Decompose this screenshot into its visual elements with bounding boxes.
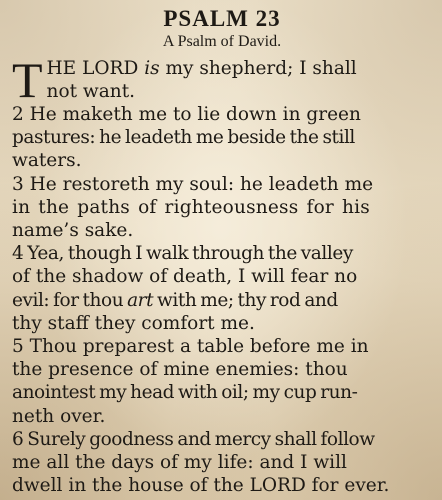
verse-line: me all the days of my life: and I will [12, 452, 347, 474]
verse-line: 2 He maketh me to lie down in green [12, 104, 361, 125]
verse-5 [12, 335, 432, 428]
verse-line: 3 He restoreth my soul: he leadeth me [12, 173, 374, 195]
verse-line: neth over. [12, 405, 106, 427]
verse-line: evil: for thou art with me; thy rod and [12, 289, 338, 311]
verse-line: not want. [46, 81, 136, 102]
drop-cap: T [12, 52, 43, 108]
lord-small-caps: LORD [82, 58, 139, 79]
verse-4 [12, 242, 432, 335]
page-title: PSALM 23 [163, 6, 281, 31]
verse-line: of the shadow of death, I will fear no [12, 266, 358, 288]
verse-line: HE LORD is my shepherd; I shall [46, 58, 357, 79]
verse-1 [12, 52, 432, 108]
lord-small-caps: LORD [249, 475, 306, 497]
verse-6 [12, 428, 432, 498]
italic-word: is [144, 58, 160, 79]
verse-line: thy staff they comfort me. [12, 312, 255, 334]
verse-line: dwell in the house of the LORD for ever. [12, 475, 390, 497]
page-subtitle: A Psalm of David. [162, 33, 282, 50]
italic-word: art [127, 289, 154, 311]
verse-line: in the paths of righteousness for his [12, 196, 370, 218]
verse-line: pastures: he leadeth me beside the still [12, 127, 355, 149]
verse-line: the presence of mine enemies: thou [12, 359, 348, 381]
verse-3 [12, 173, 432, 243]
verse-line: waters. [12, 150, 82, 172]
verse-line: 6 Surely goodness and mercy shall follow [12, 428, 375, 450]
verse-line: 4 Yea, though I walk through the valley [12, 243, 353, 265]
verse-line: 5 Thou preparest a table before me in [12, 336, 369, 358]
verse-line: anointest my head with oil; my cup run- [12, 382, 358, 404]
verse-line: name’s sake. [12, 220, 134, 242]
verse-2 [12, 103, 432, 173]
